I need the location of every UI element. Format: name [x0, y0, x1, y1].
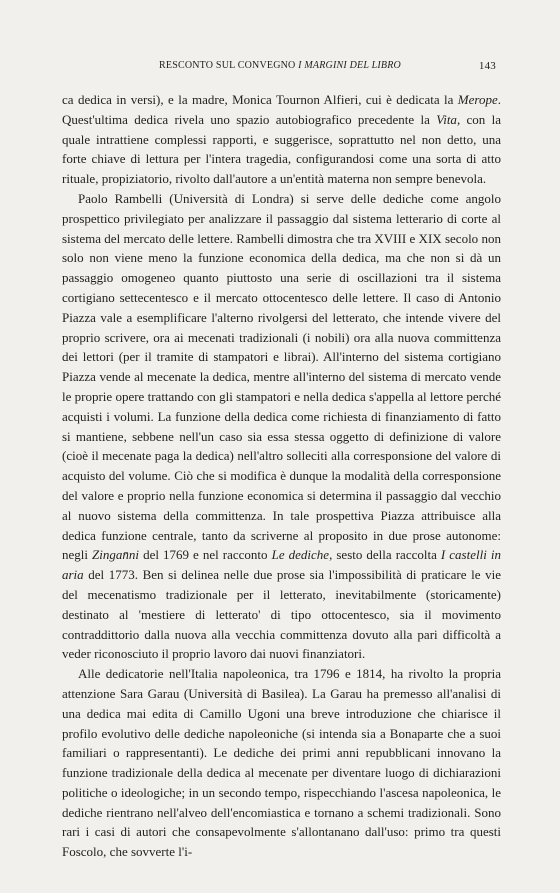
italic-text: Vita	[436, 111, 457, 127]
italic-text: Merope	[457, 92, 498, 107]
text-run: del 1769 e nel racconto	[139, 547, 272, 563]
paragraph	[62, 189, 501, 664]
text-run: Alle dedicatorie nell'Italia napoleonica, tra 1796 e 1814, ha rivolto la propria attenzione Sara Garau (Università di Basilea). La Garau ha premesso all'analisi di una dedica mai edita di Camillo Ugoni una breve introduzione che chiarisce il profilo evolutivo delle dediche napoleoniche (si intenda sia a Bonaparte che a suoi familiari o rappresentanti). Le dediche dei primi anni repubblicani innovano la funzione tradizionale della dedica al mecenate per diventare luogo di dichiarazioni politiche o ideologiche; in un secondo tempo, rispecchiando l'ascesa napoleonica, le dediche rientrano nell'alveo dell'encomiastica e tornano a schemi tradizionali. Sono rari i casi di autori che consapevolmente s'allontanano dall'uso: primo tra questi Foscolo, che sovverte l'i-	[62, 666, 501, 860]
text-run: Paolo Rambelli (Università di Londra) si serve delle dediche come angolo prospettico privilegiato per analizzare il passaggio dal sistema letterario di corte al sistema del mercato delle lettere. Rambelli dimostra che tra XVIII e XIX secolo non solo non viene meno la funzione economica della dedica, ma che non si dà un passaggio omogeneo quanto piuttosto una serie di oscillazioni tra il sistema cortigiano settecentesco e il mercato ottocentesco delle lettere. Il caso di Antonio Piazza vale a esemplificare l'alterno rivolgersi del letterato, che intende vivere del proprio scrivere, ora ai mecenati tradizionali (i nobili) ora alla nuova committenza dei lettori (per il tramite di stampatori e librai). All'interno del sistema cortigiano Piazza vende al mecenate la dedica, mentre all'interno del sistema di mercato vende le proprie opere trattando con gli stampatori e nella dedica s'appella al lettore perché acquisti i volumi. La funzione della dedica come richiesta di finanziamento di fatto si mantiene, sebbene nell'un caso sia essa stessa oggetto di definizione di valore (cioè il mecenate paga la dedica) nell'altro solleciti alla corresponsione del valore di acquisto del volume. Ciò che si modifica è dunque la modalità della corresponsione del valore e proprio nella funzione economica si determina il passaggio dal vecchio al nuovo sistema della committenza. In tale prospettiva Piazza attribuisce alla dedica funzione centrale, tanto da scriverne al proposito in due prose autonome: negli	[62, 190, 501, 563]
paragraph	[62, 664, 501, 862]
italic-text: Zingan̄ni	[92, 547, 140, 563]
text-run: ca dedica in versi), e la madre, Monica Tournon Alfieri, cui è dedicata la	[62, 92, 458, 107]
text-run: del 1773. Ben si delinea nelle due prose sia l'impossibilità di praticare le vie del mecenatismo tradizionale per il letterato, inevitabilmente (storicamente) destinato al 'mestiere di letterato' di tipo ottocentesco, sia il movimento contraddittorio dalla nuova alla vecchia committenza dovuto alla pari difficoltà a veder riconosciuto il proprio lavoro dai nuovi finanziatori.	[62, 567, 501, 662]
page-number: 143	[478, 60, 496, 72]
running-title-italic: I MARGINI DEL LIBRO	[298, 60, 401, 71]
text-run: . Quest'ultima dedica rivela uno spazio autobiografico precedente la	[62, 92, 501, 127]
italic-text: Le dediche	[271, 547, 330, 563]
italic-text: I castelli in aria	[62, 547, 501, 583]
running-title-text: RESCONTO SUL CONVEGNO	[159, 60, 299, 71]
text-run: , sesto della raccolta	[329, 547, 441, 563]
text-run: , con la quale intrattiene complessi rapporti, e suggerisce, soprattutto nel non detto, una forte chiave di lettura per l'intera tragedia, configurandosi come una sorta di atto rituale, propiziatorio, rivolto dall'autore a un'entità materna non sempre benevola.	[62, 111, 501, 187]
running-title	[0, 60, 560, 71]
running-head	[0, 60, 560, 76]
body-text	[62, 90, 501, 862]
paragraph	[62, 90, 501, 189]
